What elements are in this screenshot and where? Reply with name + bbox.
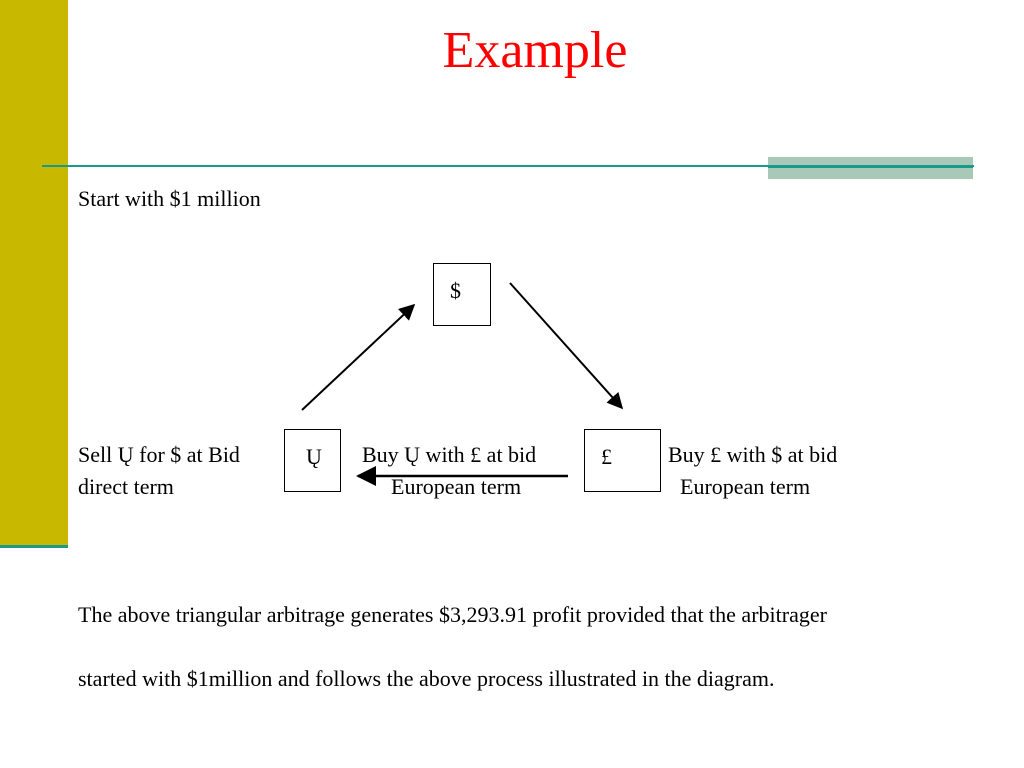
right-label-line1: Buy £ with $ at bid xyxy=(668,442,838,467)
yen-box-label: Ų xyxy=(306,444,322,469)
left-label-line1: Sell Ų for $ at Bid xyxy=(78,442,240,467)
conclusion-line1: The above triangular arbitrage generates $3,293.91 profit provided that the arbitrager xyxy=(78,602,827,627)
conclusion-line2: started with $1million and follows the above process illustrated in the diagram. xyxy=(78,666,775,691)
middle-label-line1: Buy Ų with £ at bid xyxy=(362,442,537,467)
left-label-line2: direct term xyxy=(78,474,174,499)
side-bar-underline xyxy=(0,545,68,548)
dollar-box-label: $ xyxy=(450,278,461,303)
arrow-yen-to-dollar xyxy=(302,305,414,410)
right-label-line2: European term xyxy=(680,474,811,499)
title-divider-accent xyxy=(768,157,973,179)
yen-box xyxy=(284,429,341,492)
arrow-dollar-to-pound xyxy=(510,283,622,408)
dollar-box xyxy=(433,263,491,326)
side-bar-decoration xyxy=(0,0,68,545)
middle-label-line2: European term xyxy=(391,474,522,499)
slide-title: Example xyxy=(442,22,628,79)
pound-box xyxy=(584,429,661,492)
pound-box-label: £ xyxy=(601,444,612,469)
intro-text: Start with $1 million xyxy=(78,186,261,211)
